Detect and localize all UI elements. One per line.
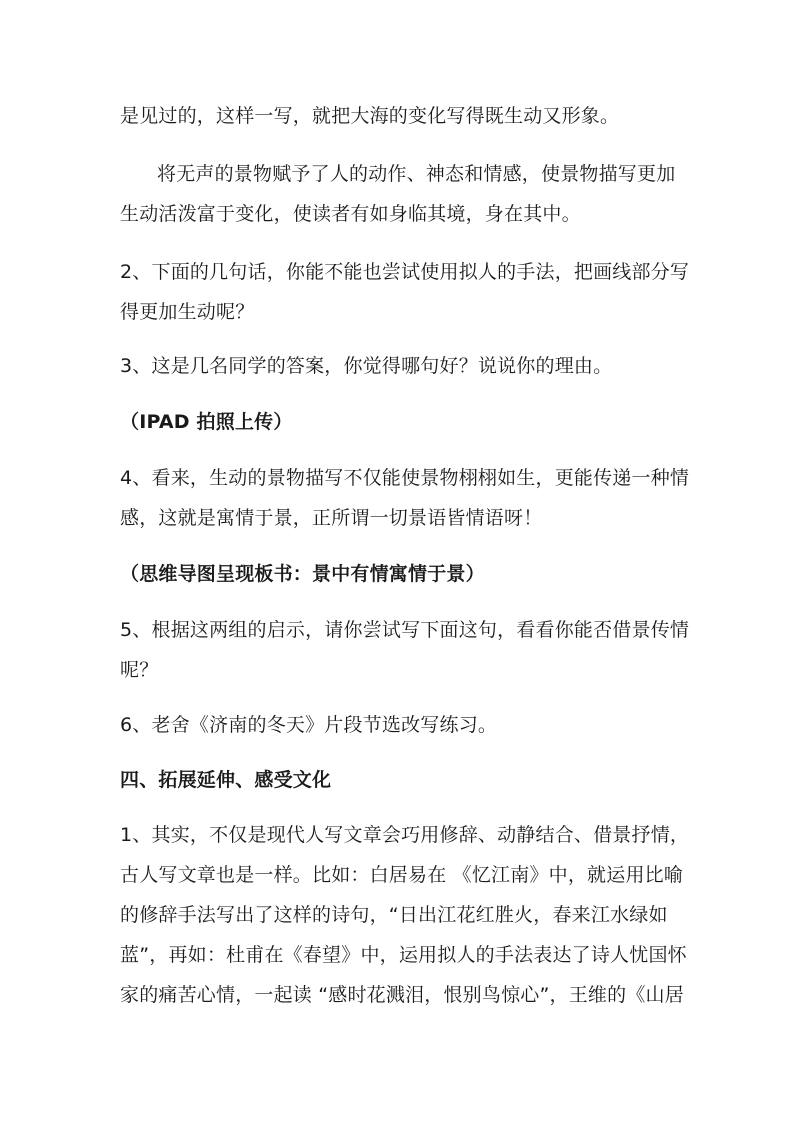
paragraph-line: 1、其实，不仅是现代人写文章会巧用修辞、动静结合、借景抒情， — [120, 824, 690, 846]
mindmap-note: （思维导图呈现板书：景中有情寓情于景） — [120, 563, 485, 585]
paragraph-line: 将无声的景物赋予了人的动作、神态和情感，使景物描写更加 — [157, 163, 676, 185]
paragraph-line: 古人写文章也是一样。比如：白居易在 《忆江南》中，就运用比喻 — [120, 864, 684, 886]
question-2-line: 2、下面的几句话，你能不能也尝试使用拟人的手法，把画线部分写 — [120, 261, 690, 283]
ipad-note: （IPAD 拍照上传） — [120, 411, 293, 433]
paragraph-line: 的修辞手法写出了这样的诗句，“日出江花红胜火，春来江水绿如 — [120, 904, 668, 926]
paragraph-line: 是见过的，这样一写，就把大海的变化写得既生动又形象。 — [120, 105, 620, 127]
paragraph-line: 家的痛苦心情，一起读 “感时花溅泪，恨别鸟惊心”，王维的《山居 — [120, 984, 684, 1006]
question-4-line: 感，这就是寓情于景，正所谓一切景语皆情语呀！ — [120, 507, 543, 529]
section-heading: 四、拓展延伸、感受文化 — [120, 769, 332, 791]
question-4-line: 4、看来，生动的景物描写不仅能使景物栩栩如生，更能传递一种情 — [120, 467, 690, 489]
paragraph-line: 生动活泼富于变化，使读者有如身临其境，身在其中。 — [120, 203, 581, 225]
question-3-line: 3、这是几名同学的答案，你觉得哪句好？说说你的理由。 — [120, 355, 613, 377]
question-5-line: 5、根据这两组的启示，请你尝试写下面这句，看看你能否借景传情 — [120, 619, 690, 641]
question-6-line: 6、老舍《济南的冬天》片段节选改写练习。 — [120, 714, 498, 736]
paragraph-line: 蓝”，再如：杜甫在《春望》中，运用拟人的手法表达了诗人忧国怀 — [120, 944, 687, 966]
question-2-line: 得更加生动呢？ — [120, 301, 255, 323]
question-5-line: 呢？ — [120, 659, 159, 681]
